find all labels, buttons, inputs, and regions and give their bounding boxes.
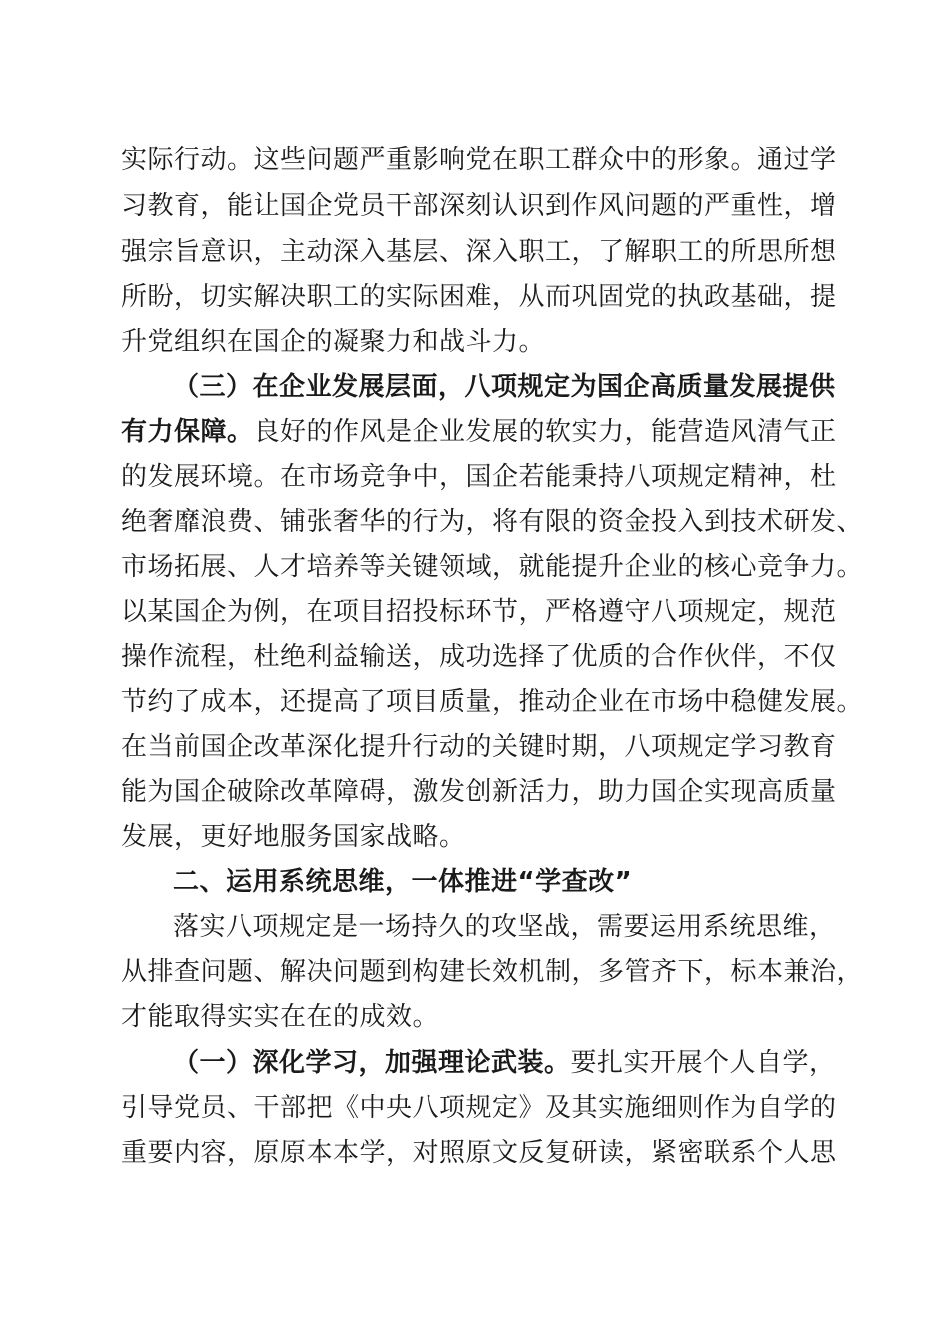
paragraph-line: 市场拓展、人才培养等关键领域，就能提升企业的核心竞争力。 — [121, 552, 864, 582]
section-heading-2: 二、运用系统思维，一体推进“学查改” — [173, 867, 633, 897]
paragraph-line: 实际行动。这些问题严重影响党在职工群众中的形象。通过学 — [121, 145, 837, 175]
subsection-heading-3: （三）在企业发展层面，八项规定为国企高质量发展提供 — [173, 372, 836, 402]
paragraph-text: 良好的作风是企业发展的软实力，能营造风清气正 — [253, 417, 837, 447]
paragraph-line: 重要内容，原原本本学，对照原文反复研读，紧密联系个人思 — [121, 1138, 837, 1168]
subsection-heading-1: （一）深化学习，加强理论武装。 — [173, 1048, 571, 1078]
paragraph-line: 以某国企为例，在项目招投标环节，严格遵守八项规定，规范 — [121, 597, 837, 627]
paragraph-line: 的发展环境。在市场竞争中，国企若能秉持八项规定精神，杜 — [121, 462, 837, 492]
paragraph-line: 所盼，切实解决职工的实际困难，从而巩固党的执政基础，提 — [121, 282, 837, 312]
paragraph-line: 落实八项规定是一场持久的攻坚战，需要运用系统思维， — [173, 912, 836, 942]
paragraph-line: 绝奢靡浪费、铺张奢华的行为，将有限的资金投入到技术研发、 — [121, 507, 864, 537]
subsection-heading-3-continued: 有力保障。 — [121, 417, 254, 447]
paragraph-line: 引导党员、干部把《中央八项规定》及其实施细则作为自学的 — [121, 1093, 837, 1123]
paragraph-line: 升党组织在国企的凝聚力和战斗力。 — [121, 327, 546, 357]
paragraph-line: 才能取得实实在在的成效。 — [121, 1002, 440, 1032]
paragraph-line — [121, 412, 837, 452]
paragraph-line: 习教育，能让国企党员干部深刻认识到作风问题的严重性，增 — [121, 191, 837, 221]
paragraph-line: 发展，更好地服务国家战略。 — [121, 822, 466, 852]
paragraph-line: 节约了成本，还提高了项目质量，推动企业在市场中稳健发展。 — [121, 687, 864, 717]
paragraph-line: 在当前国企改革深化提升行动的关键时期，八项规定学习教育 — [121, 732, 837, 762]
paragraph-line — [173, 1043, 883, 1083]
paragraph-line: 操作流程，杜绝利益输送，成功选择了优质的合作伙伴，不仅 — [121, 642, 837, 672]
paragraph-line: 强宗旨意识，主动深入基层、深入职工，了解职工的所思所想 — [121, 237, 837, 267]
paragraph-line: 从排查问题、解决问题到构建长效机制，多管齐下，标本兼治， — [121, 957, 864, 987]
paragraph-text: 要扎实开展个人自学， — [570, 1048, 836, 1078]
paragraph-line: 能为国企破除改革障碍，激发创新活力，助力国企实现高质量 — [121, 777, 837, 807]
